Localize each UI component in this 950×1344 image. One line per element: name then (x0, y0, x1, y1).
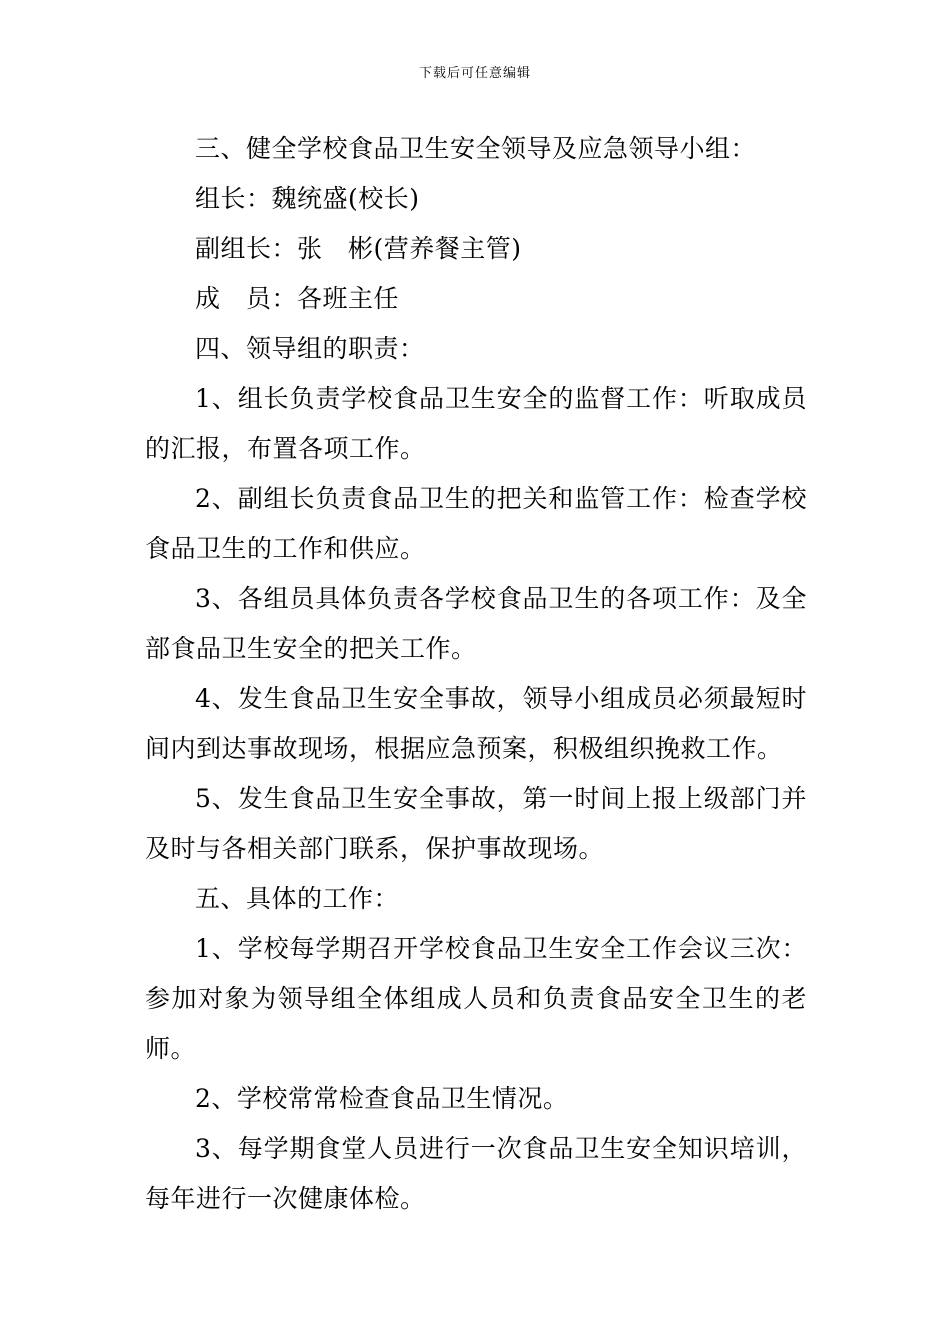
work-item-3: 3、每学期食堂人员进行一次食品卫生安全知识培训，每年进行一次健康体检。 (145, 1134, 807, 1213)
deputy-leader-line: 副组长：张 彬(营养餐主管) (195, 234, 522, 263)
section-heading-5: 五、具体的工作： (195, 884, 400, 913)
members-line: 成 员：各班主任 (195, 284, 400, 313)
duty-item-1: 1、组长负责学校食品卫生安全的监督工作：听取成员的汇报，布置各项工作。 (145, 384, 807, 463)
duty-item-2: 2、副组长负责食品卫生的把关和监管工作：检查学校食品卫生的工作和供应。 (145, 484, 807, 563)
work-item-2: 2、学校常常检查食品卫生情况。 (195, 1084, 569, 1113)
page-header: 下载后可任意编辑 (418, 66, 531, 81)
duty-item-3: 3、各组员具体负责各学校食品卫生的各项工作：及全部食品卫生安全的把关工作。 (145, 584, 807, 663)
duty-item-5: 5、发生食品卫生安全事故，第一时间上报上级部门并及时与各相关部门联系，保护事故现场。 (145, 784, 807, 863)
section-heading-4: 四、领导组的职责： (195, 334, 425, 363)
duty-item-4: 4、发生食品卫生安全事故，领导小组成员必须最短时间内到达事故现场，根据应急预案，积极组织挽救工作。 (145, 684, 807, 763)
leader-line: 组长：魏统盛(校长) (195, 184, 420, 213)
section-heading-3: 三、健全学校食品卫生安全领导及应急领导小组： (195, 134, 757, 163)
document-body (145, 124, 807, 1224)
work-item-1: 1、学校每学期召开学校食品卫生安全工作会议三次：参加对象为领导组全体组成人员和负责食品安全卫生的老师。 (145, 934, 807, 1063)
